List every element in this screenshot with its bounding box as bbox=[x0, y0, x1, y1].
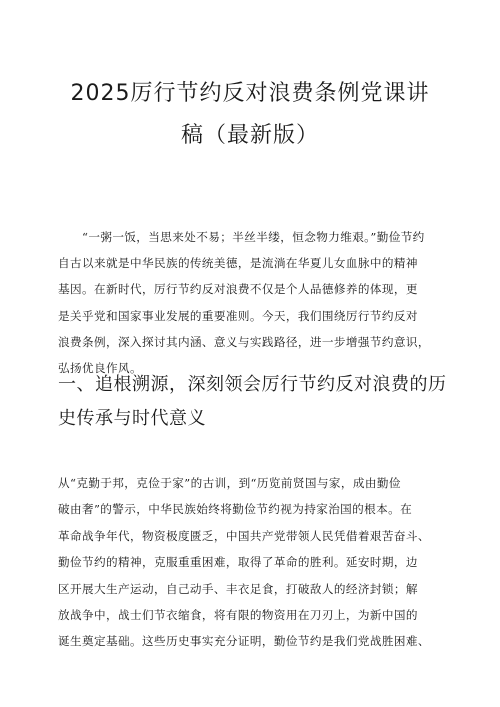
section-1-body-paragraph bbox=[58, 470, 444, 655]
body-line: 诞生奠定基础。这些历史事实充分证明，勤俭节约是我们党战胜困难、 bbox=[58, 634, 430, 649]
section-1-heading-line: 一、追根溯源，深刻领会厉行节约反对浪费的历 bbox=[58, 374, 446, 395]
body-line: 区开展大生产运动，自己动手、丰衣足食，打破敌人的经济封锁；解 bbox=[58, 581, 418, 596]
section-1-heading bbox=[58, 368, 446, 436]
body-line: 革命战争年代，物资极度匮乏，中国共产党带领人民凭借着艰苦奋斗、 bbox=[58, 528, 430, 543]
intro-line: 浪费条例，深入探讨其内涵、意义与实践路径，进一步增强节约意识， bbox=[58, 334, 430, 349]
intro-line: 是关乎党和国家事业发展的重要准则。今天，我们围绕厉行节约反对 bbox=[58, 308, 418, 323]
body-line: 放战争中，战士们节衣缩食，将有限的物资用在刀刃上，为新中国的 bbox=[58, 608, 418, 623]
document-title-line-1: 2025厉行节约反对浪费条例党课讲 bbox=[70, 81, 430, 106]
intro-line: 基因。在新时代，厉行节约反对浪费不仅是个人品德修养的体现，更 bbox=[58, 282, 418, 297]
body-line: 从“克勤于邦，克俭于家”的古训，到“历览前贤国与家，成由勤俭 bbox=[58, 476, 401, 490]
section-1-heading-line: 史传承与时代意义 bbox=[58, 408, 206, 429]
body-line: 破由奢”的警示，中华民族始终将勤俭节约视为持家治国的根本。在 bbox=[58, 502, 413, 517]
body-line: 勤俭节约的精神，克服重重困难，取得了革命的胜利。延安时期，边 bbox=[58, 555, 418, 570]
intro-line: “一粥一饭，当思来处不易；半丝半缕，恒念物力维艰。”勤俭节约 bbox=[82, 230, 425, 244]
document-title-line-2: 稿（最新版） bbox=[180, 123, 319, 148]
intro-line: 弘扬优良作风。 bbox=[58, 361, 142, 376]
intro-line: 自古以来就是中华民族的传统美德，是流淌在华夏儿女血脉中的精神 bbox=[58, 256, 418, 271]
intro-paragraph bbox=[58, 224, 444, 381]
